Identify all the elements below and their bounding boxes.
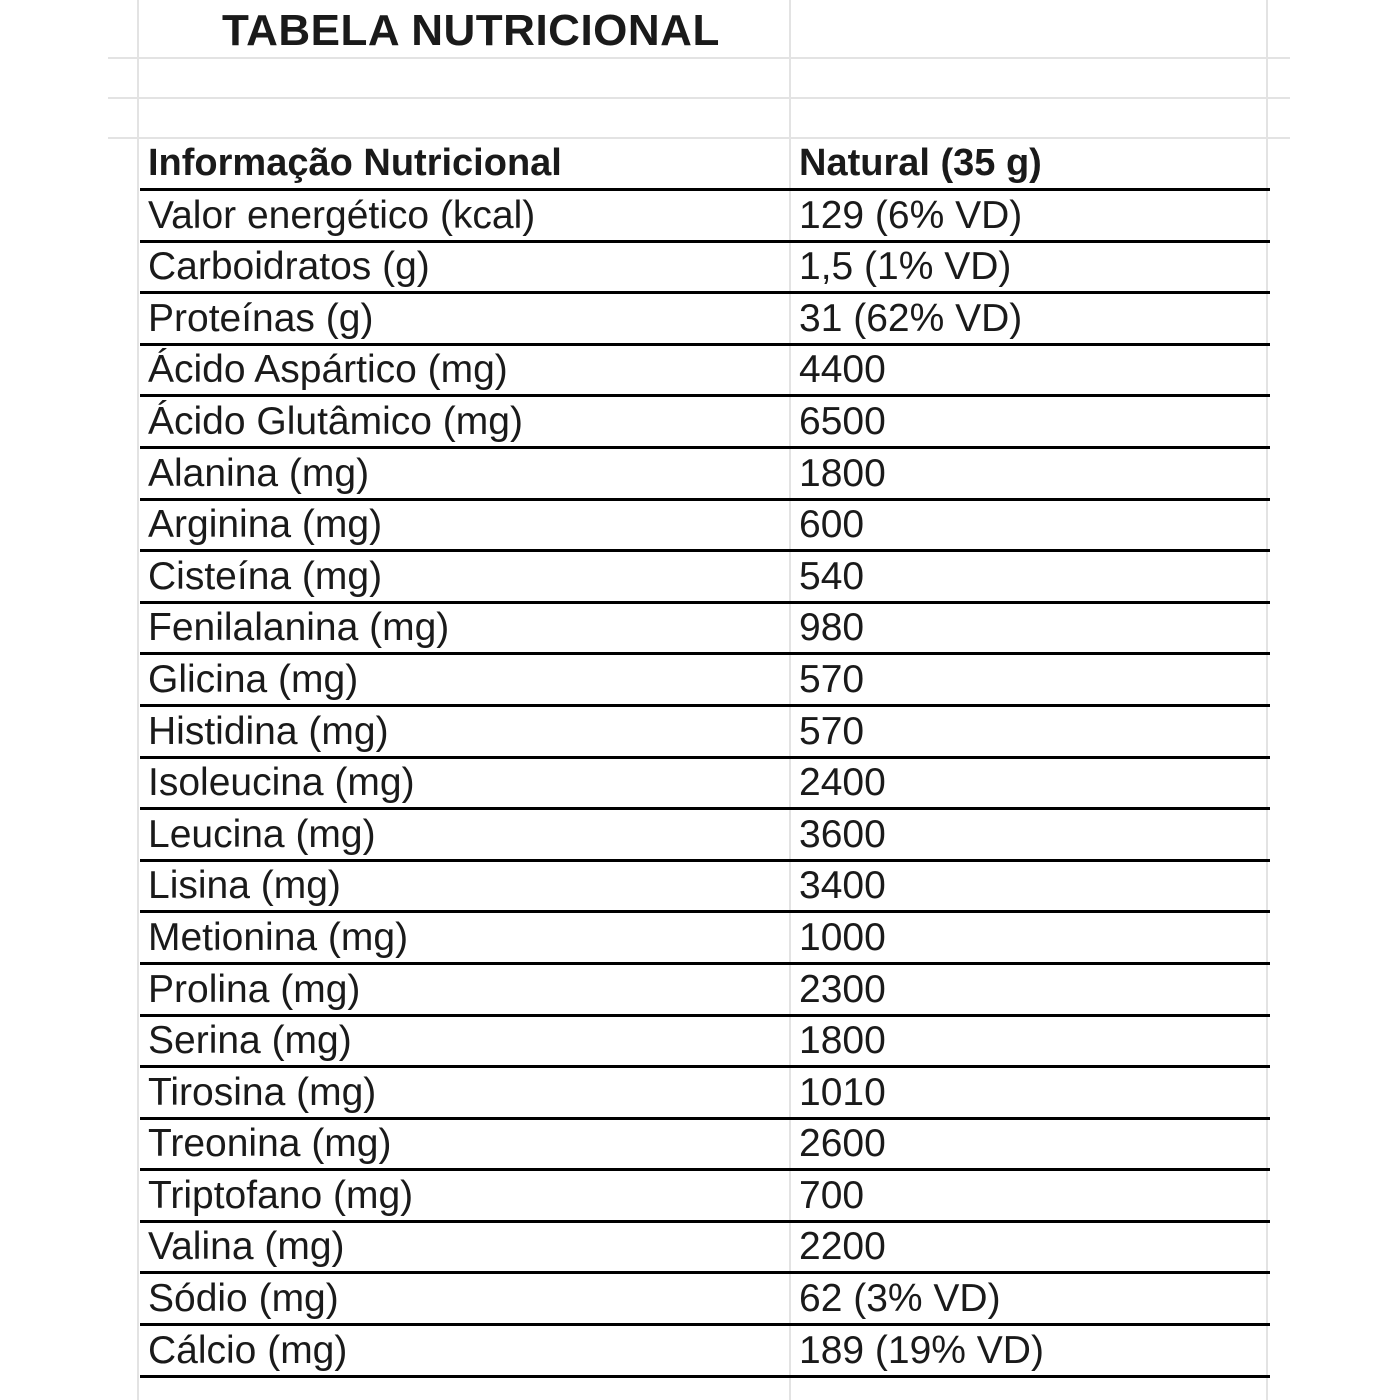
header-nutrition-info: Informação Nutricional [148,142,562,184]
table-row [140,346,1270,398]
table-row [140,294,1270,346]
nutrient-name-cell: Valor energético (kcal) [148,193,536,237]
nutrient-name-cell: Lisina (mg) [148,864,341,908]
table-row [140,191,1270,243]
table-row [140,449,1270,501]
nutrient-value-cell: 1010 [799,1070,886,1114]
table-header-row [140,140,1270,191]
nutrient-value-cell: 570 [799,657,865,701]
nutrient-value-cell: 129 (6% VD) [799,193,1023,237]
table-row [140,862,1270,914]
table-row [140,1171,1270,1223]
nutrient-name-cell: Histidina (mg) [148,709,389,753]
grid-row-line [108,97,1290,99]
nutrient-name-cell: Arginina (mg) [148,503,383,547]
table-row [140,604,1270,656]
table-row [140,1068,1270,1120]
nutrient-name-cell: Ácido Glutâmico (mg) [148,399,523,443]
nutrient-value-cell: 2300 [799,967,886,1011]
table-row [140,1274,1270,1326]
page-title: TABELA NUTRICIONAL [222,6,720,55]
nutrient-name-cell: Triptofano (mg) [148,1173,414,1217]
table-row [140,707,1270,759]
table-row [140,655,1270,707]
table-row [140,913,1270,965]
nutrient-value-cell: 189 (19% VD) [799,1328,1044,1372]
nutrient-value-cell: 600 [799,503,865,547]
header-natural-portion: Natural (35 g) [799,142,1042,184]
nutrient-value-cell: 1,5 (1% VD) [799,245,1012,289]
table-row [140,1017,1270,1069]
nutrient-name-cell: Glicina (mg) [148,657,359,701]
nutrient-value-cell: 6500 [799,399,886,443]
nutrition-table [140,140,1270,1378]
nutrient-name-cell: Prolina (mg) [148,967,361,1011]
table-row [140,810,1270,862]
nutrient-value-cell: 62 (3% VD) [799,1277,1001,1321]
table-body [140,191,1270,1378]
nutrient-name-cell: Sódio (mg) [148,1277,339,1321]
nutrient-name-cell: Fenilalanina (mg) [148,606,450,650]
nutrient-value-cell: 3600 [799,812,886,856]
table-row [140,397,1270,449]
grid-row-line [108,57,1290,59]
nutrient-value-cell: 1000 [799,915,886,959]
nutrient-value-cell: 2200 [799,1225,886,1269]
nutrient-value-cell: 1800 [799,1019,886,1063]
nutrient-name-cell: Isoleucina (mg) [148,761,415,805]
grid-column-line-a [137,0,139,1400]
nutrient-name-cell: Metionina (mg) [148,915,409,959]
table-row [140,501,1270,553]
nutrient-value-cell: 570 [799,709,865,753]
table-row [140,1120,1270,1172]
nutrient-name-cell: Leucina (mg) [148,812,376,856]
nutrient-name-cell: Tirosina (mg) [148,1070,377,1114]
nutrient-value-cell: 3400 [799,864,886,908]
nutrient-name-cell: Proteínas (g) [148,296,374,340]
nutrient-value-cell: 2600 [799,1122,886,1166]
nutrient-value-cell: 1800 [799,451,886,495]
table-row [140,1326,1270,1378]
nutrient-value-cell: 540 [799,554,865,598]
nutrient-name-cell: Treonina (mg) [148,1122,392,1166]
grid-row-line [108,137,1290,139]
nutrient-value-cell: 4400 [799,348,886,392]
nutrient-value-cell: 980 [799,606,865,650]
table-row [140,552,1270,604]
nutrient-name-cell: Carboidratos (g) [148,245,430,289]
table-row [140,1223,1270,1275]
table-row [140,243,1270,295]
table-row [140,965,1270,1017]
nutrient-name-cell: Serina (mg) [148,1019,352,1063]
nutrient-name-cell: Cisteína (mg) [148,554,383,598]
nutrient-value-cell: 700 [799,1173,865,1217]
nutrient-value-cell: 31 (62% VD) [799,296,1023,340]
nutrient-name-cell: Cálcio (mg) [148,1328,348,1372]
nutrient-name-cell: Ácido Aspártico (mg) [148,348,508,392]
nutrient-value-cell: 2400 [799,761,886,805]
table-row [140,759,1270,811]
nutrient-name-cell: Alanina (mg) [148,451,370,495]
nutrient-name-cell: Valina (mg) [148,1225,345,1269]
